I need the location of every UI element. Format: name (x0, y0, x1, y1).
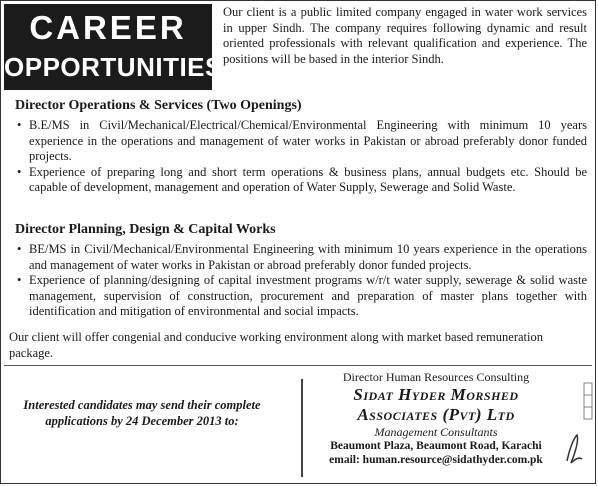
list-item (15, 242, 587, 273)
bullet-icon: • (17, 164, 22, 179)
contact-email: email: human.resource@sidathyder.com.pk (329, 454, 543, 466)
list-item (15, 273, 587, 320)
header-banner (4, 4, 223, 90)
position-2-title: Director Planning, Design & Capital Works (15, 222, 276, 237)
requirement-text: BE/MS in Civil/Mechanical/Environmental Engineering with minimum 10 years experience in the operations and management of water works in Pakistan or abroad preferably donor funded projects. (29, 242, 587, 272)
signature-mark-icon (563, 431, 585, 467)
list-item (15, 118, 587, 165)
firm-name-line1: Sidat Hyder Morshed (353, 385, 519, 404)
section-divider (4, 365, 592, 366)
intro-paragraph: Our client is a public limited company engaged in water work services in upper Sindh. The company requires following dynamic and result oriented professionals with relevant qualification and experience. The positions will be based in the interior Sindh. (223, 5, 587, 66)
closing-paragraph: Our client will offer congenial and conducive working environment along with market based remuneration package. (9, 330, 543, 360)
header-title-line1: CAREER (29, 9, 187, 46)
contact-role: Director Human Resources Consulting (342, 370, 530, 384)
header-title-line2: OPPORTUNITIES (4, 52, 223, 82)
publisher-mark-icon (581, 381, 595, 421)
list-item (15, 165, 587, 196)
position-1-requirements (15, 118, 587, 196)
firm-tagline: Management Consultants (374, 425, 498, 439)
firm-address: Beaumont Plaza, Beaumont Road, Karachi (330, 440, 542, 452)
requirement-text: B.E/MS in Civil/Mechanical/Electrical/Chemical/Environmental Engineering with minimum 10 years experience in the operations and management of water works in Pakistan or abroad preferably donor funded projects. (29, 118, 587, 163)
firm-name-line2: Associates (Pvt) Ltd (357, 405, 515, 424)
contact-block (301, 370, 571, 467)
requirement-text: Experience of preparing long and short term operations & business plans, annual budgets etc. Should be capable of development, management and operation of Water Supply, Sewerage and Solid Waste. (29, 164, 587, 194)
application-note: Interested candidates may send their complete applications by 24 December 2013 to: (23, 398, 261, 428)
bullet-icon: • (17, 242, 22, 256)
position-2-requirements (15, 242, 587, 320)
position-1-title: Director Operations & Services (Two Openings) (15, 98, 302, 113)
bullet-icon: • (17, 118, 22, 132)
bullet-icon: • (17, 273, 22, 287)
requirement-text: Experience of planning/designing of capital investment programs w/r/t water supply, sewerage & solid waste management, supervision of construction, procurement and preparation of master plans together with identification and mitigation of environmental and social impacts. (29, 273, 587, 318)
